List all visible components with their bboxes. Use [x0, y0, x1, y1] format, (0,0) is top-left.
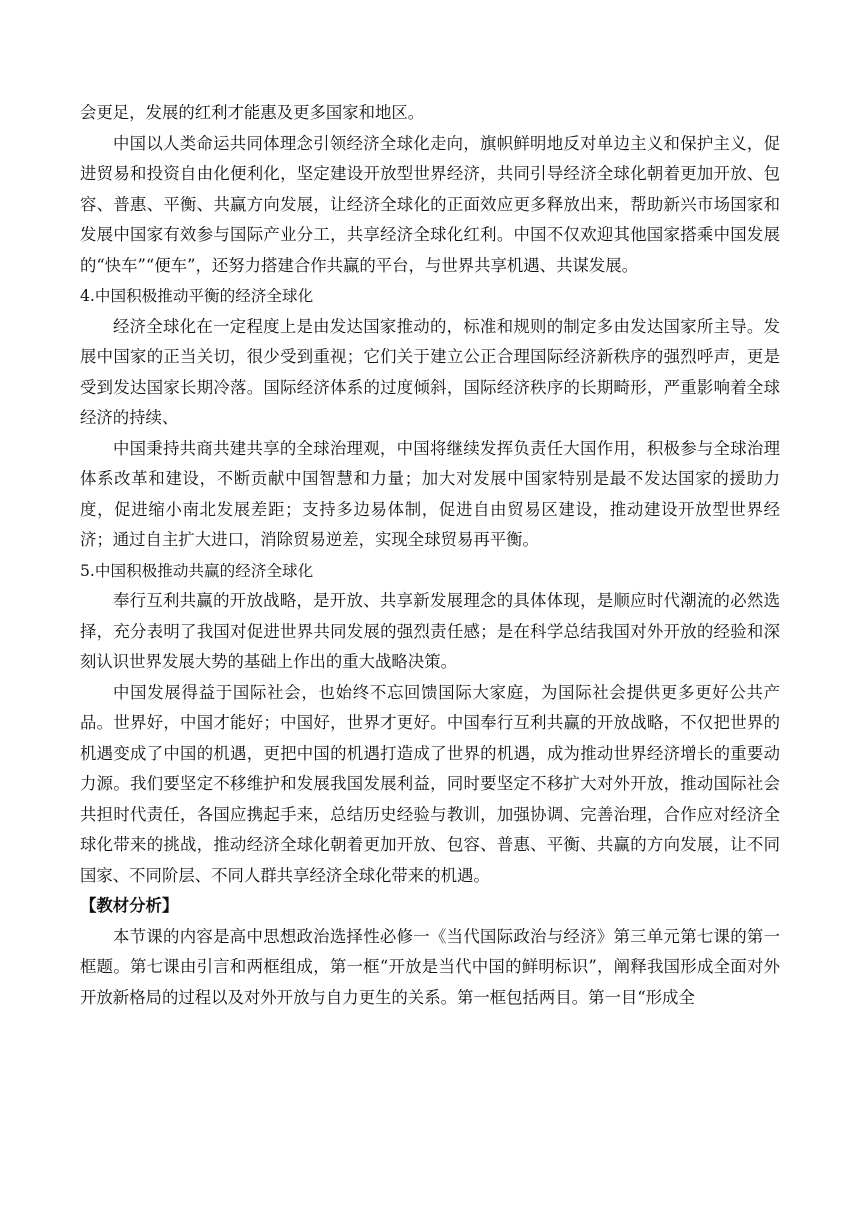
subheading: 4.中国积极推动平衡的经济全球化 — [80, 287, 314, 305]
paragraph: 奉行互利共赢的开放战略，是开放、共享新发展理念的具体体现，是顺应时代潮流的必然选择，充分表明了我国对促进世界共同发展的强烈责任感；是在科学总结我国对外开放的经验和深刻认识世界发展大势的基础上作出的重大战略决策。 — [80, 591, 780, 671]
paragraph: 会更足，发展的红利才能惠及更多国家和地区。 — [80, 103, 425, 122]
subheading: 5.中国积极推动共赢的经济全球化 — [80, 561, 314, 580]
paragraph: 中国发展得益于国际社会，也始终不忘回馈国际大家庭，为国际社会提供更多更好公共产品。世界好，中国才能好；中国好，世界才更好。中国奉行互利共赢的开放战略，不仅把世界的机遇变成了中国的机遇，更把中国的机遇打造成了世界的机遇，成为推动世界经济增长的重要动力源。我们要坚定不移维护和发展我国发展利益，同时要坚定不移扩大对外开放，推动国际社会共担时代责任，各国应携起手来，总结历史经验与教训，加强协调、完善治理，合作应对经济全球化带来的挑战，推动经济全球化朝着更加开放、包容、普惠、平衡、共赢的方向发展，让不同国家、不同阶层、不同人群共享经济全球化带来的机遇。 — [80, 682, 780, 885]
section-heading: 【教材分析】 — [80, 896, 179, 915]
paragraph: 经济全球化在一定程度上是由发达国家推动的，标准和规则的制定多由发达国家所主导。发展中国家的正当关切，很少受到重视；它们关于建立公正合理国际经济新秩序的强烈呼声，更是受到发达国家长期冷落。国际经济体系的过度倾斜，国际经济秩序的长期畸形，严重影响着全球经济的持续、 — [80, 316, 780, 427]
paragraph: 中国秉持共商共建共享的全球治理观，中国将继续发挥负责任大国作用，积极参与全球治理体系改革和建设，不断贡献中国智慧和力量；加大对发展中国家特别是最不发达国家的援助力度，促进缩小南北发展差距；支持多边易体制，促进自由贸易区建设，推动建设开放型世界经济；通过自主扩大进口，消除贸易逆差，实现全球贸易再平衡。 — [80, 438, 780, 549]
paragraph: 本节课的内容是高中思想政治选择性必修一《当代国际政治与经济》第三单元第七课的第一框题。第七课由引言和两框组成，第一框“开放是当代中国的鲜明标识”，阐释我国形成全面对外开放新格局的过程以及对外开放与自力更生的关系。第一框包括两目。第一目“形成全 — [80, 926, 780, 1007]
paragraph: 中国以人类命运共同体理念引领经济全球化走向，旗帜鲜明地反对单边主义和保护主义，促进贸易和投资自由化便利化，坚定建设开放型世界经济，共同引导经济全球化朝着更加开放、包容、普惠、平衡、共赢方向发展，让经济全球化的正面效应更多释放出来，帮助新兴市场国家和发展中国家有效参与国际产业分工，共享经济全球化红利。中国不仅欢迎其他国家搭乘中国发展的“快车”“便车”，还努力搭建合作共赢的平台，与世界共享机遇、共谋发展。 — [80, 133, 780, 275]
document-page — [80, 98, 780, 1013]
